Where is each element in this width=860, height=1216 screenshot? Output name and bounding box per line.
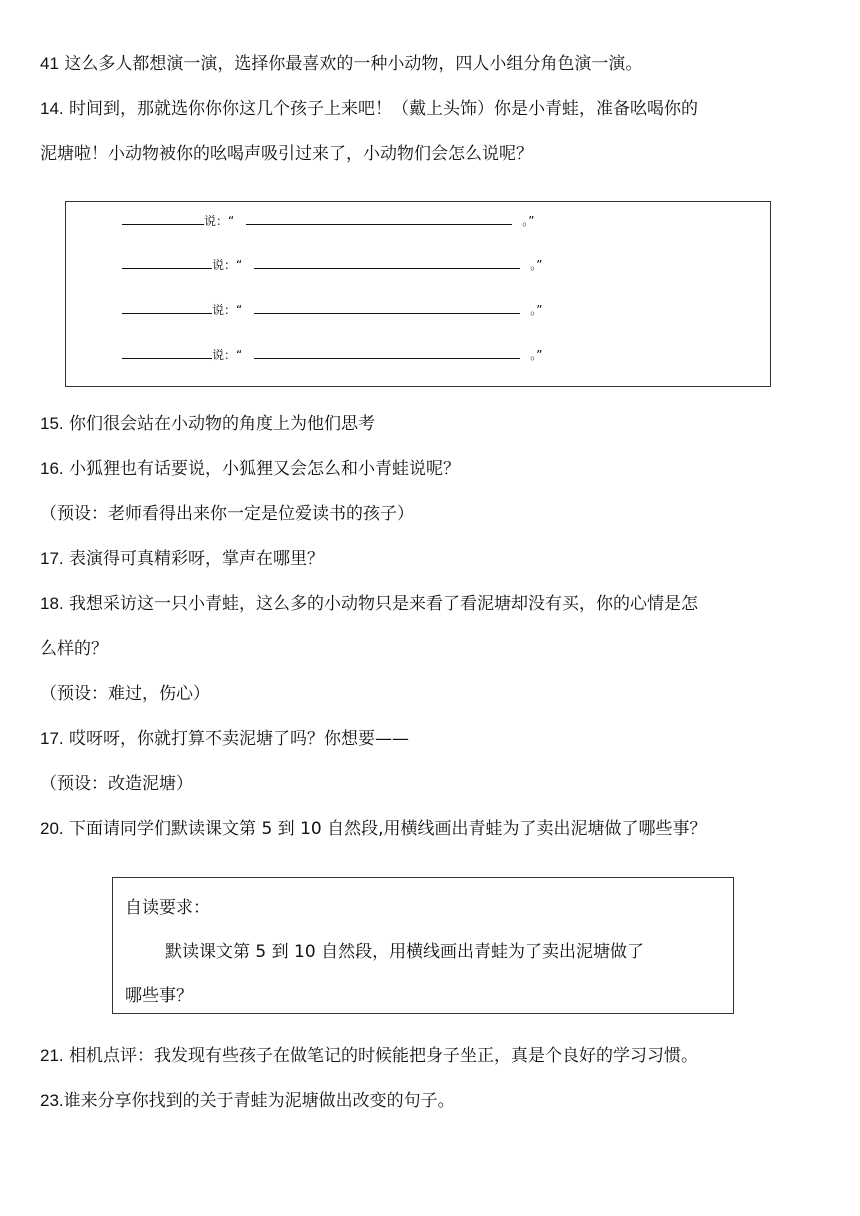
box-title: 自读要求： [125,898,210,918]
speech-blank[interactable] [254,254,520,269]
say-label: 说：“ [212,258,243,272]
preset-answer [40,682,210,706]
fill-row-4 [122,344,542,364]
paragraph-text: （预设：老师看得出来你一定是位爱读书的孩子） [40,504,414,524]
speaker-blank[interactable] [122,254,212,269]
end-quote: 。” [530,303,543,317]
paragraph-text: 么样的？ [40,639,108,659]
preset-answer [40,772,193,796]
item-number: 17. [40,549,64,568]
speech-blank[interactable] [254,299,520,314]
paragraph-20 [40,817,707,841]
paragraph-text: （预设：难过，伤心） [40,684,210,704]
paragraph-text: 小狐狸也有话要说，小狐狸又会怎么和小青蛙说呢？ [63,459,461,479]
paragraph-17b [40,727,409,751]
paragraph-16 [40,457,460,481]
paragraph-15 [40,412,375,436]
speaker-blank[interactable] [122,344,212,359]
end-quote: 。” [522,214,535,228]
paragraph-text: 下面请同学们默读课文第 5 到 10 自然段,用横线画出青蛙为了卖出泥塘做了哪些事？ [63,819,707,839]
item-number: 21. [40,1046,64,1065]
paragraph-18 [40,592,698,616]
item-number: 41 [40,54,59,73]
box-text-line1: 默读课文第 5 到 10 自然段，用横线画出青蛙为了卖出泥塘做了 [165,942,645,962]
paragraph-41 [40,52,642,76]
paragraph-text: 相机点评：我发现有些孩子在做笔记的时候能把身子坐正，真是个良好的学习习惯。 [63,1046,699,1066]
item-number: 20. [40,819,64,838]
paragraph-text: 你们很会站在小动物的角度上为他们思考 [63,414,376,434]
fill-row-2 [122,254,542,274]
paragraph-text: 表演得可真精彩呀，掌声在哪里？ [63,549,325,569]
item-number: 18. [40,594,64,613]
fill-in-box [65,201,771,387]
speech-blank[interactable] [254,344,520,359]
paragraph-text: 哎呀呀，你就打算不卖泥塘了吗？你想要—— [63,729,410,749]
end-quote: 。” [530,348,543,362]
paragraph-text: 谁来分享你找到的关于青蛙为泥塘做出改变的句子。 [63,1091,455,1111]
paragraph-17 [40,547,324,571]
paragraph-21 [40,1044,698,1068]
paragraph-14-cont [40,142,533,166]
item-number: 23. [40,1091,64,1110]
fill-row-1 [122,210,534,230]
fill-row-3 [122,299,542,319]
speaker-blank[interactable] [122,299,212,314]
preset-answer [40,502,414,526]
paragraph-18-cont [40,637,108,661]
speaker-blank[interactable] [122,210,204,225]
item-number: 15. [40,414,64,433]
end-quote: 。” [530,258,543,272]
reading-requirements-box [112,877,734,1014]
paragraph-text: 这么多人都想演一演，选择你最喜欢的一种小动物，四人小组分角色演一演。 [58,54,643,74]
paragraph-text: 时间到，那就选你你你这几个孩子上来吧！（戴上头饰）你是小青蛙，准备吆喝你的 [63,99,699,119]
speech-blank[interactable] [246,210,512,225]
item-number: 17. [40,729,64,748]
item-number: 16. [40,459,64,478]
paragraph-23 [40,1089,455,1113]
paragraph-text: （预设：改造泥塘） [40,774,193,794]
say-label: 说：“ [212,303,243,317]
paragraph-text: 泥塘啦！小动物被你的吆喝声吸引过来了，小动物们会怎么说呢？ [40,144,533,164]
paragraph-text: 我想采访这一只小青蛙，这么多的小动物只是来看了看泥塘却没有买，你的心情是怎 [63,594,699,614]
say-label: 说：“ [204,214,235,228]
say-label: 说：“ [212,348,243,362]
item-number: 14. [40,99,64,118]
paragraph-14 [40,97,698,121]
box-text-line2: 哪些事？ [125,986,193,1006]
